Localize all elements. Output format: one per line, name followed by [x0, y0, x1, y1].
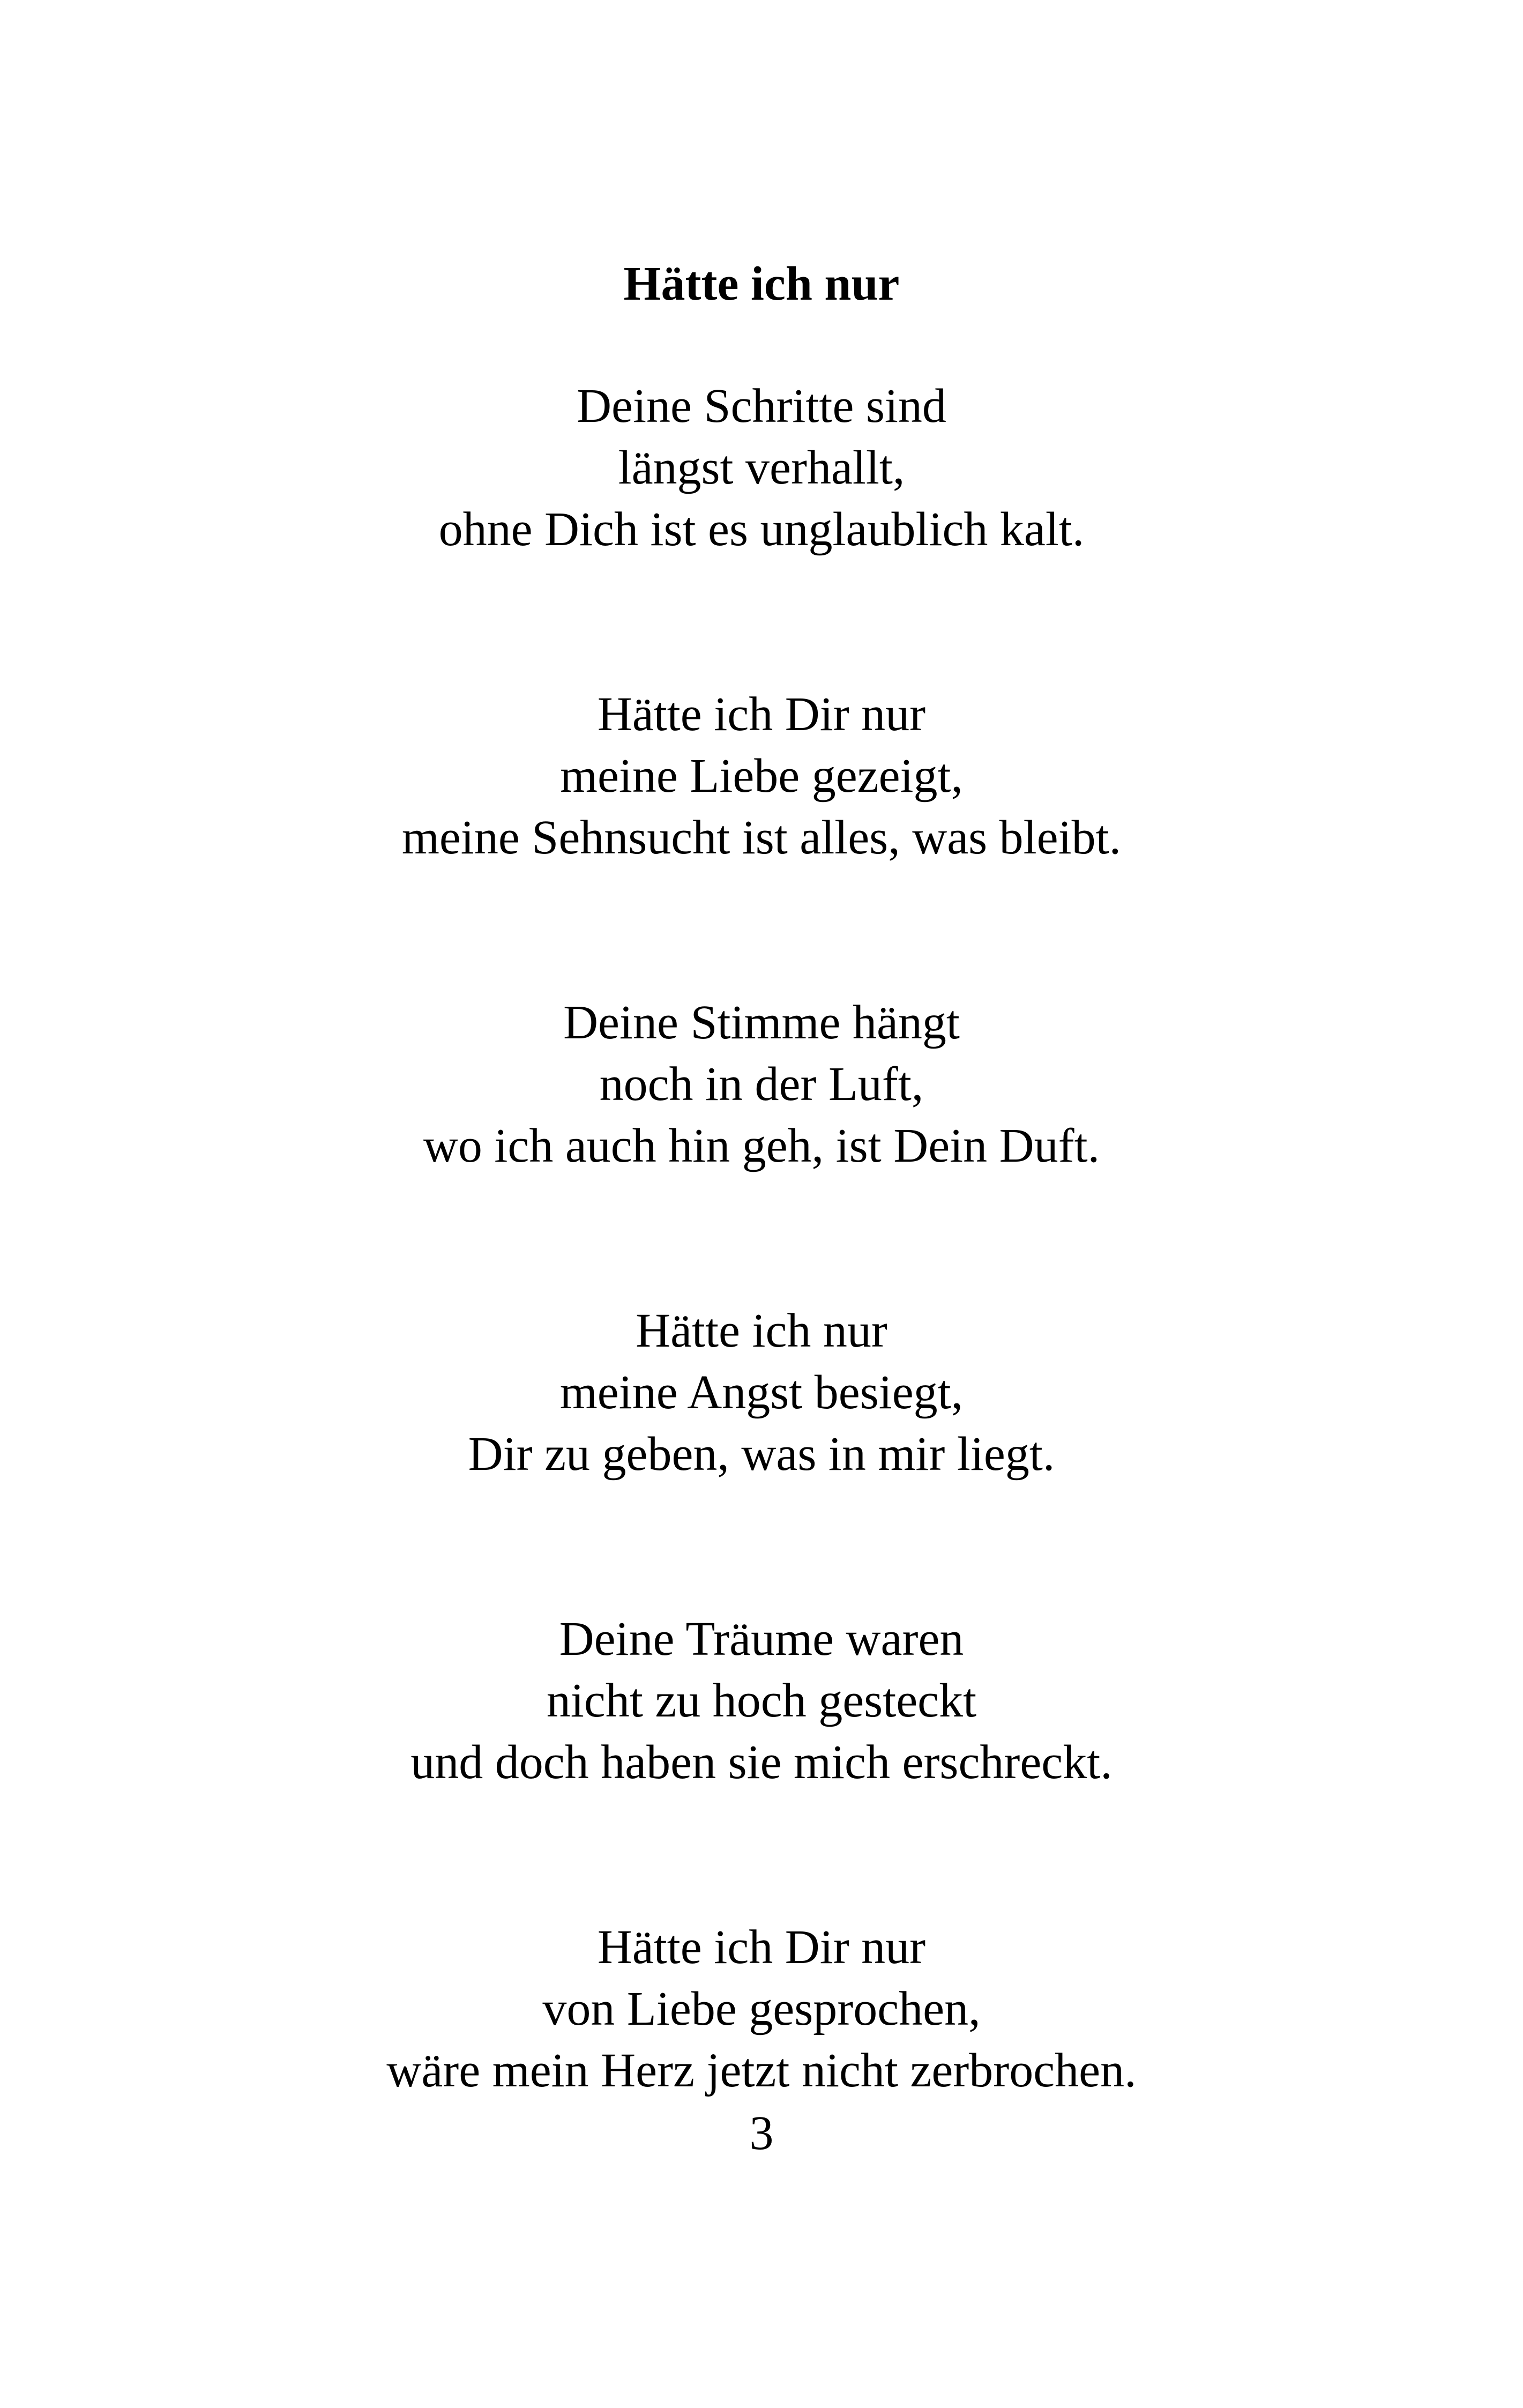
- poem-line: meine Liebe gezeigt,: [559, 749, 964, 802]
- poem-line: meine Angst besiegt,: [559, 1366, 964, 1419]
- page-number: 3: [749, 2107, 774, 2160]
- poem-line: längst verhallt,: [618, 441, 905, 494]
- poem-line: wäre mein Herz jetzt nicht zerbrochen.: [386, 2044, 1137, 2097]
- stanza-3: [0, 992, 1523, 1177]
- poem-line: Hätte ich Dir nur: [597, 1921, 926, 1974]
- poem-line: Deine Träume waren: [559, 1612, 964, 1666]
- poem-line: von Liebe gesprochen,: [542, 1982, 981, 2035]
- poem-line: Hätte ich Dir nur: [597, 688, 926, 741]
- poem-line: Dir zu geben, was in mir liegt.: [468, 1428, 1055, 1481]
- poem-line: wo ich auch hin geh, ist Dein Duft.: [423, 1119, 1100, 1172]
- poem-line: Deine Schritte sind: [577, 380, 946, 433]
- stanza-2: [0, 683, 1523, 868]
- stanza-1: [0, 375, 1523, 560]
- poem-line: und doch haben sie mich erschreckt.: [410, 1736, 1113, 1789]
- poem-line: noch in der Luft,: [599, 1058, 924, 1111]
- poem-line: meine Sehnsucht ist alles, was bleibt.: [401, 811, 1122, 864]
- poem-line: Deine Stimme hängt: [563, 996, 960, 1049]
- poem-title: Hätte ich nur: [623, 257, 900, 310]
- poem-line: ohne Dich ist es unglaublich kalt.: [438, 503, 1085, 556]
- poem-line: nicht zu hoch gesteckt: [546, 1674, 977, 1727]
- stanza-5: [0, 1608, 1523, 1793]
- stanza-4: [0, 1300, 1523, 1485]
- poem-line: Hätte ich nur: [636, 1304, 887, 1357]
- poem-body: [0, 375, 1523, 2225]
- stanza-6: [0, 1916, 1523, 2101]
